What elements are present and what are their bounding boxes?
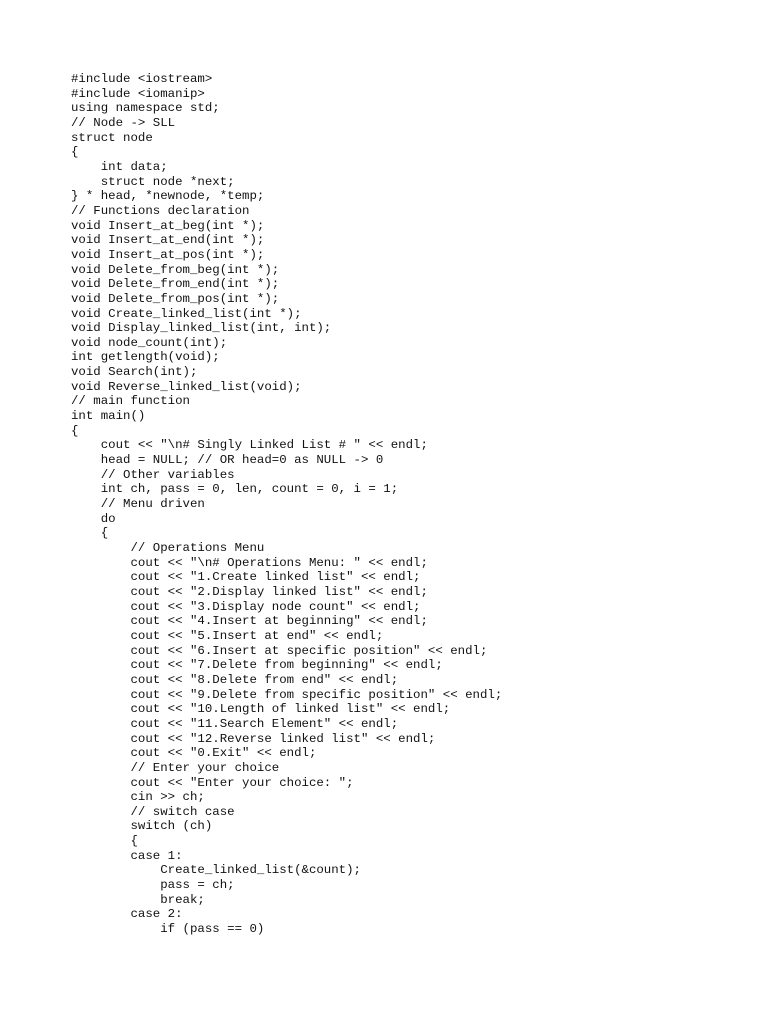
code-line: using namespace std;	[71, 101, 220, 116]
code-line: // Enter your choice	[71, 760, 280, 775]
code-line: void Display_linked_list(int, int);	[71, 321, 332, 336]
code-line: cout << "1.Create linked list" << endl;	[71, 570, 421, 585]
code-line: cout << "7.Delete from beginning" << endl;	[71, 658, 443, 673]
code-line: cout << "Enter your choice: ";	[71, 775, 354, 790]
code-line: // main function	[71, 394, 190, 409]
code-line: do	[71, 511, 116, 526]
code-line: cout << "6.Insert at specific position" << endl;	[71, 643, 488, 658]
code-line: cout << "\n# Operations Menu: " << endl;	[71, 555, 428, 570]
code-line: struct node	[71, 130, 153, 145]
code-line: // Functions declaration	[71, 203, 250, 218]
code-line: cout << "4.Insert at beginning" << endl;	[71, 614, 428, 629]
code-line: #include <iomanip>	[71, 86, 205, 101]
code-line: cout << "\n# Singly Linked List # " << endl;	[71, 438, 428, 453]
code-line: void Delete_from_end(int *);	[71, 277, 280, 292]
code-line: pass = ch;	[71, 878, 235, 893]
code-line: void Create_linked_list(int *);	[71, 306, 302, 321]
code-line: {	[71, 526, 109, 541]
code-line: #include <iostream>	[71, 72, 213, 86]
code-line: // Operations Menu	[71, 541, 265, 555]
code-line: cout << "9.Delete from specific position" << endl;	[71, 687, 503, 702]
code-line: void Delete_from_pos(int *);	[71, 291, 280, 306]
code-line: void Reverse_linked_list(void);	[71, 379, 302, 394]
code-line: void Delete_from_beg(int *);	[71, 262, 280, 277]
code-line: cout << "11.Search Element" << endl;	[71, 716, 399, 731]
code-line: break;	[71, 892, 205, 907]
code-line: void node_count(int);	[71, 335, 228, 350]
code-line: // switch case	[71, 804, 235, 819]
code-line: // Other variables	[71, 467, 235, 482]
code-line: int getlength(void);	[71, 350, 220, 365]
code-line: if (pass == 0)	[71, 922, 265, 937]
code-line: cout << "0.Exit" << endl;	[71, 746, 317, 761]
code-line: cout << "8.Delete from end" << endl;	[71, 672, 399, 687]
code-line: cout << "10.Length of linked list" << endl;	[71, 702, 451, 717]
code-line: // Node -> SLL	[71, 115, 176, 130]
code-listing	[71, 72, 502, 937]
code-line: case 1:	[71, 848, 183, 863]
code-line: {	[71, 145, 79, 160]
code-line: cout << "12.Reverse linked list" << endl;	[71, 731, 436, 746]
code-line: cout << "3.Display node count" << endl;	[71, 599, 421, 614]
code-line: {	[71, 423, 79, 438]
code-line: {	[71, 834, 138, 849]
code-line: int main()	[71, 409, 146, 424]
code-line: case 2:	[71, 907, 183, 922]
code-line: int data;	[71, 159, 168, 174]
code-line: cout << "2.Display linked list" << endl;	[71, 584, 428, 599]
code-line: struct node *next;	[71, 174, 235, 189]
code-line: cout << "5.Insert at end" << endl;	[71, 628, 384, 643]
code-line: void Insert_at_end(int *);	[71, 233, 265, 248]
code-line: void Search(int);	[71, 365, 198, 380]
code-line: void Insert_at_beg(int *);	[71, 218, 265, 233]
code-line: cin >> ch;	[71, 790, 205, 805]
code-line: } * head, *newnode, *temp;	[71, 189, 265, 204]
code-line: void Insert_at_pos(int *);	[71, 247, 265, 262]
code-line: int ch, pass = 0, len, count = 0, i = 1;	[71, 482, 399, 497]
code-line: // Menu driven	[71, 497, 205, 512]
code-line: Create_linked_list(&count);	[71, 863, 361, 878]
code-line: head = NULL; // OR head=0 as NULL -> 0	[71, 453, 384, 468]
code-line: switch (ch)	[71, 819, 213, 834]
